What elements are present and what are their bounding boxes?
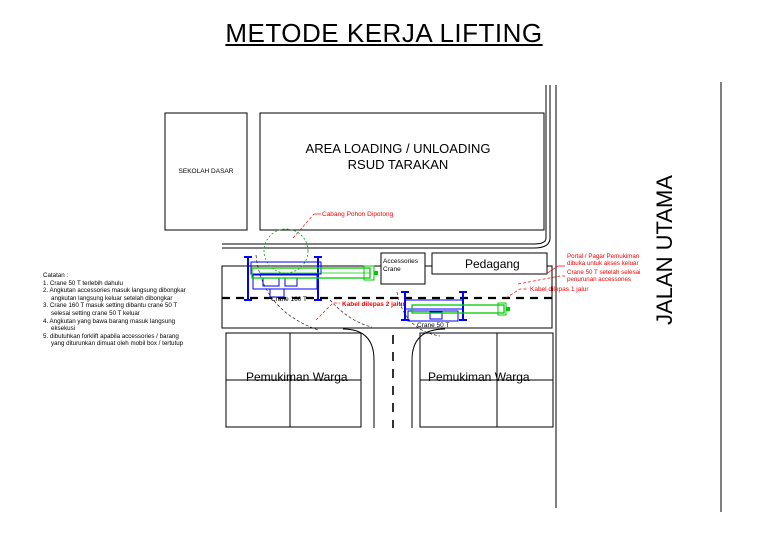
notes-line: 1. Crane 50 T terlebih dahulu	[43, 279, 123, 287]
rsud-tarakan-label: RSUD TARAKAN	[347, 157, 449, 172]
notes-line: yang diturunkan dimuat oleh mobil box / tertutup	[51, 340, 184, 348]
crane-50-vehicle	[401, 292, 510, 321]
accessories-label-line1: Accessories	[383, 258, 419, 265]
portal-note-line2: dibuka untuk akses keluar	[567, 260, 639, 267]
notes-line: 3. Crane 160 T masuk setting dibantu crane 50 T	[43, 302, 178, 310]
notes-line: 5. dibutuhkan forklift apabila accessories / barang	[43, 332, 179, 340]
notes-block	[43, 272, 233, 348]
crane-out-note-line2: penurunan accessories	[567, 276, 631, 283]
pemukiman-right-label: Pemukiman Warga	[428, 370, 530, 384]
crane-50-label: Crane 50 T	[417, 322, 450, 329]
pemukiman-left-label: Pemukiman Warga	[246, 370, 348, 384]
portal-note-line1: Portal / Pagar Pemukiman	[567, 253, 640, 260]
kabel-1-jalur-note: Kabel dilepas 1 jalur	[530, 286, 589, 293]
notes-line: 2. Angkutan accessories masuk langsung dibongkar	[43, 287, 186, 295]
notes-line: angkutan langsung keluar setelah dibongkar	[51, 294, 173, 302]
page-title: METODE KERJA LIFTING	[225, 18, 543, 48]
kabel-2-jalur-note: Kabel dilepas 2 jalur	[342, 301, 405, 308]
cabang-pohon-note: Cabang Pohon Dipotong	[322, 211, 394, 218]
sekolah-dasar-label: SEKOLAH DASAR	[178, 168, 234, 175]
crane-160-vehicle	[244, 257, 378, 300]
notes-heading: Catatan :	[43, 272, 69, 279]
notes-line: eksekusi	[51, 325, 76, 333]
side-street-left-edge	[343, 329, 374, 428]
corner-curve-1	[534, 238, 546, 244]
crane-out-note-line1: Crane 50 T setelah selesai	[567, 269, 641, 276]
accessories-label-line2: Crane	[383, 266, 401, 273]
notes-line: 4. Angkutan yang bawa barang masuk langsung	[43, 317, 176, 325]
leader-kabel1	[506, 289, 528, 298]
notes-line: selesai setting crane 50 T keluar	[51, 309, 140, 317]
area-loading-label: AREA LOADING / UNLOADING	[305, 141, 491, 156]
crane-160-label: Crane 160 T	[271, 296, 308, 303]
leader-crane-out	[518, 276, 566, 284]
jalan-utama-label: JALAN UTAMA	[652, 175, 677, 325]
pedagang-label: Pedagang	[465, 257, 520, 271]
leader-kabel2	[316, 303, 340, 320]
leader-cabang	[293, 214, 314, 238]
